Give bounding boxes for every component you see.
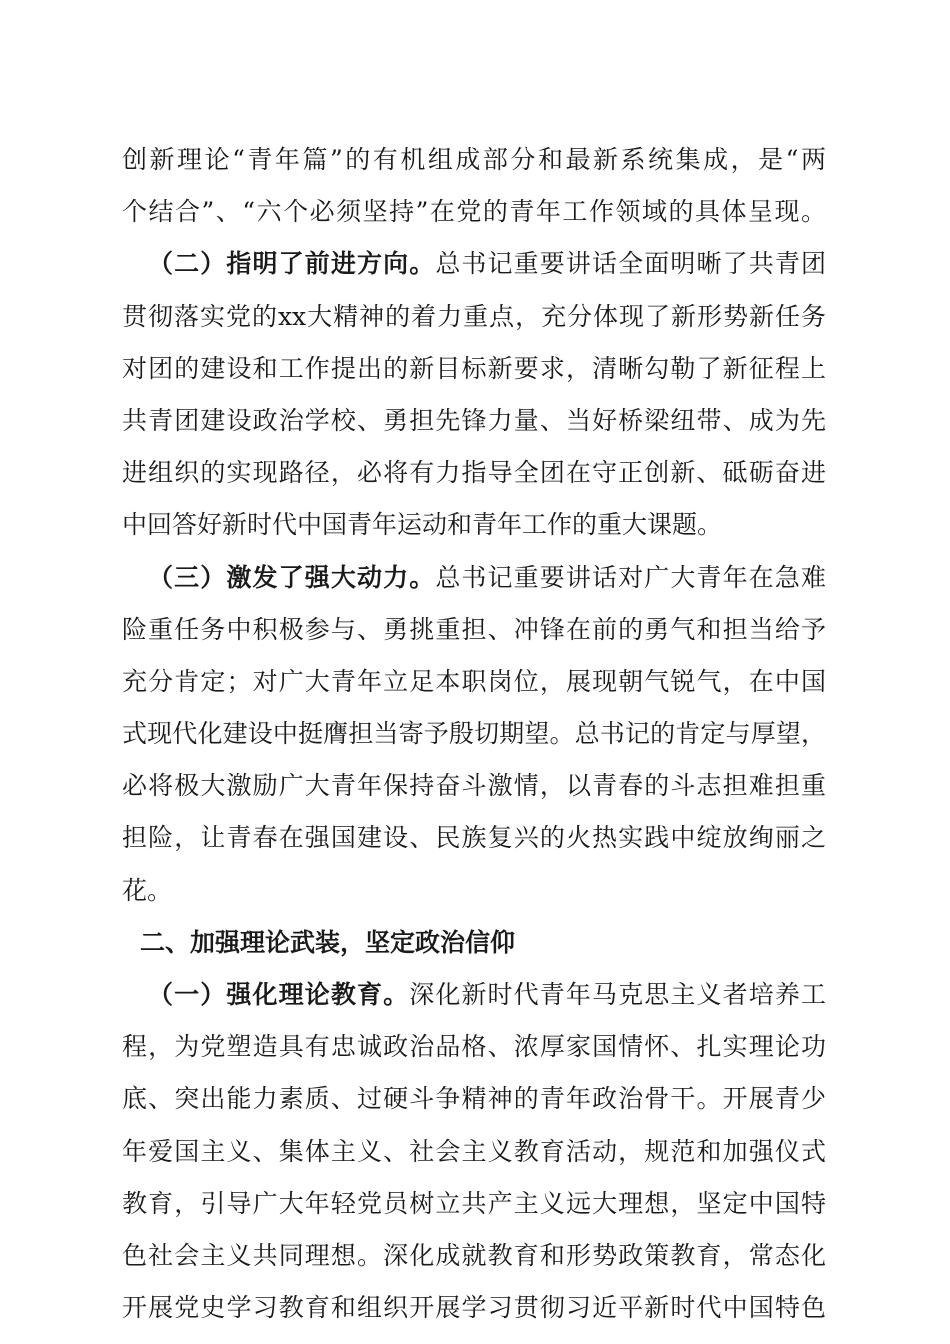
paragraph-lead: （三）激发了强大动力。 bbox=[148, 562, 436, 592]
text-line bbox=[122, 604, 826, 656]
line-text: 充分肯定；对广大青年立足本职岗位，展现朝气锐气，在中国 bbox=[122, 666, 826, 696]
text-line bbox=[122, 1021, 826, 1073]
text-line bbox=[122, 186, 826, 238]
text-line bbox=[122, 708, 826, 760]
text-line bbox=[122, 1282, 826, 1334]
text-line bbox=[122, 1073, 826, 1125]
line-text: 式现代化建设中挺膺担当寄予殷切期望。总书记的肯定与厚望， bbox=[122, 719, 826, 749]
text-line bbox=[122, 812, 826, 864]
line-text: 中回答好新时代中国青年运动和青年工作的重大课题。 bbox=[122, 510, 723, 540]
line-text: 年爱国主义、集体主义、社会主义教育活动，规范和加强仪式 bbox=[122, 1136, 826, 1166]
line-text: 开展党史学习教育和组织开展学习贯彻习近平新时代中国特色 bbox=[122, 1293, 826, 1323]
paragraph-lead: （一）强化理论教育。 bbox=[148, 980, 410, 1009]
line-text: 对团的建设和工作提出的新目标新要求，清晰勾勒了新征程上 bbox=[122, 353, 826, 383]
line-text: 担险，让青春在强国建设、民族复兴的火热实践中绽放绚丽之 bbox=[122, 823, 826, 853]
line-text: 险重任务中积极参与、勇挑重担、冲锋在前的勇气和担当给予 bbox=[122, 614, 826, 644]
line-text: 程，为党塑造具有忠诚政治品格、浓厚家国情怀、扎实理论功 bbox=[122, 1032, 826, 1062]
line-text: 二、加强理论武装，坚定政治信仰 bbox=[140, 927, 516, 957]
paragraph-lead: （二）指明了前进方向。 bbox=[148, 249, 436, 279]
document-page bbox=[122, 134, 826, 1334]
text-line bbox=[122, 865, 826, 917]
line-text: 色社会主义共同理想。深化成就教育和形势政策教育，常态化 bbox=[122, 1240, 826, 1270]
text-line bbox=[122, 395, 826, 447]
line-text: 必将极大激励广大青年保持奋斗激情，以青春的斗志担难担重 bbox=[122, 771, 826, 801]
line-text: 个结合”、“六个必须坚持”在党的青年工作领域的具体呈现。 bbox=[122, 197, 826, 227]
text-line bbox=[122, 134, 826, 186]
text-line bbox=[122, 1126, 826, 1178]
line-text: 花。 bbox=[122, 875, 173, 905]
line-text: 进组织的实现路径，必将有力指导全团在守正创新、砥砺奋进 bbox=[122, 458, 826, 488]
text-line bbox=[122, 291, 826, 343]
line-text: 深化新时代青年马克思主义者培养工 bbox=[409, 980, 826, 1009]
text-line bbox=[122, 1178, 826, 1230]
line-text: 总书记重要讲话对广大青年在急难 bbox=[435, 562, 826, 592]
text-line bbox=[122, 552, 826, 604]
text-line bbox=[122, 969, 826, 1021]
line-text: 底、突出能力素质、过硬斗争精神的青年政治骨干。开展青少 bbox=[122, 1084, 826, 1114]
line-text: 总书记重要讲话全面明晰了共青团 bbox=[435, 249, 826, 279]
text-line bbox=[122, 343, 826, 395]
text-line bbox=[122, 760, 826, 812]
text-line bbox=[122, 1230, 826, 1282]
line-text: 共青团建设政治学校、勇担先锋力量、当好桥梁纽带、成为先 bbox=[122, 405, 826, 435]
line-text: 教育，引导广大年轻党员树立共产主义远大理想，坚定中国特 bbox=[122, 1188, 826, 1218]
line-text: 创新理论“青年篇”的有机组成部分和最新系统集成，是“两 bbox=[122, 145, 826, 174]
text-line bbox=[122, 499, 826, 551]
text-line bbox=[122, 656, 826, 708]
text-line bbox=[122, 447, 826, 499]
section-heading bbox=[122, 917, 826, 969]
line-text: 贯彻落实党的xx大精神的着力重点，充分体现了新形势新任务 bbox=[122, 301, 826, 331]
text-line bbox=[122, 238, 826, 290]
